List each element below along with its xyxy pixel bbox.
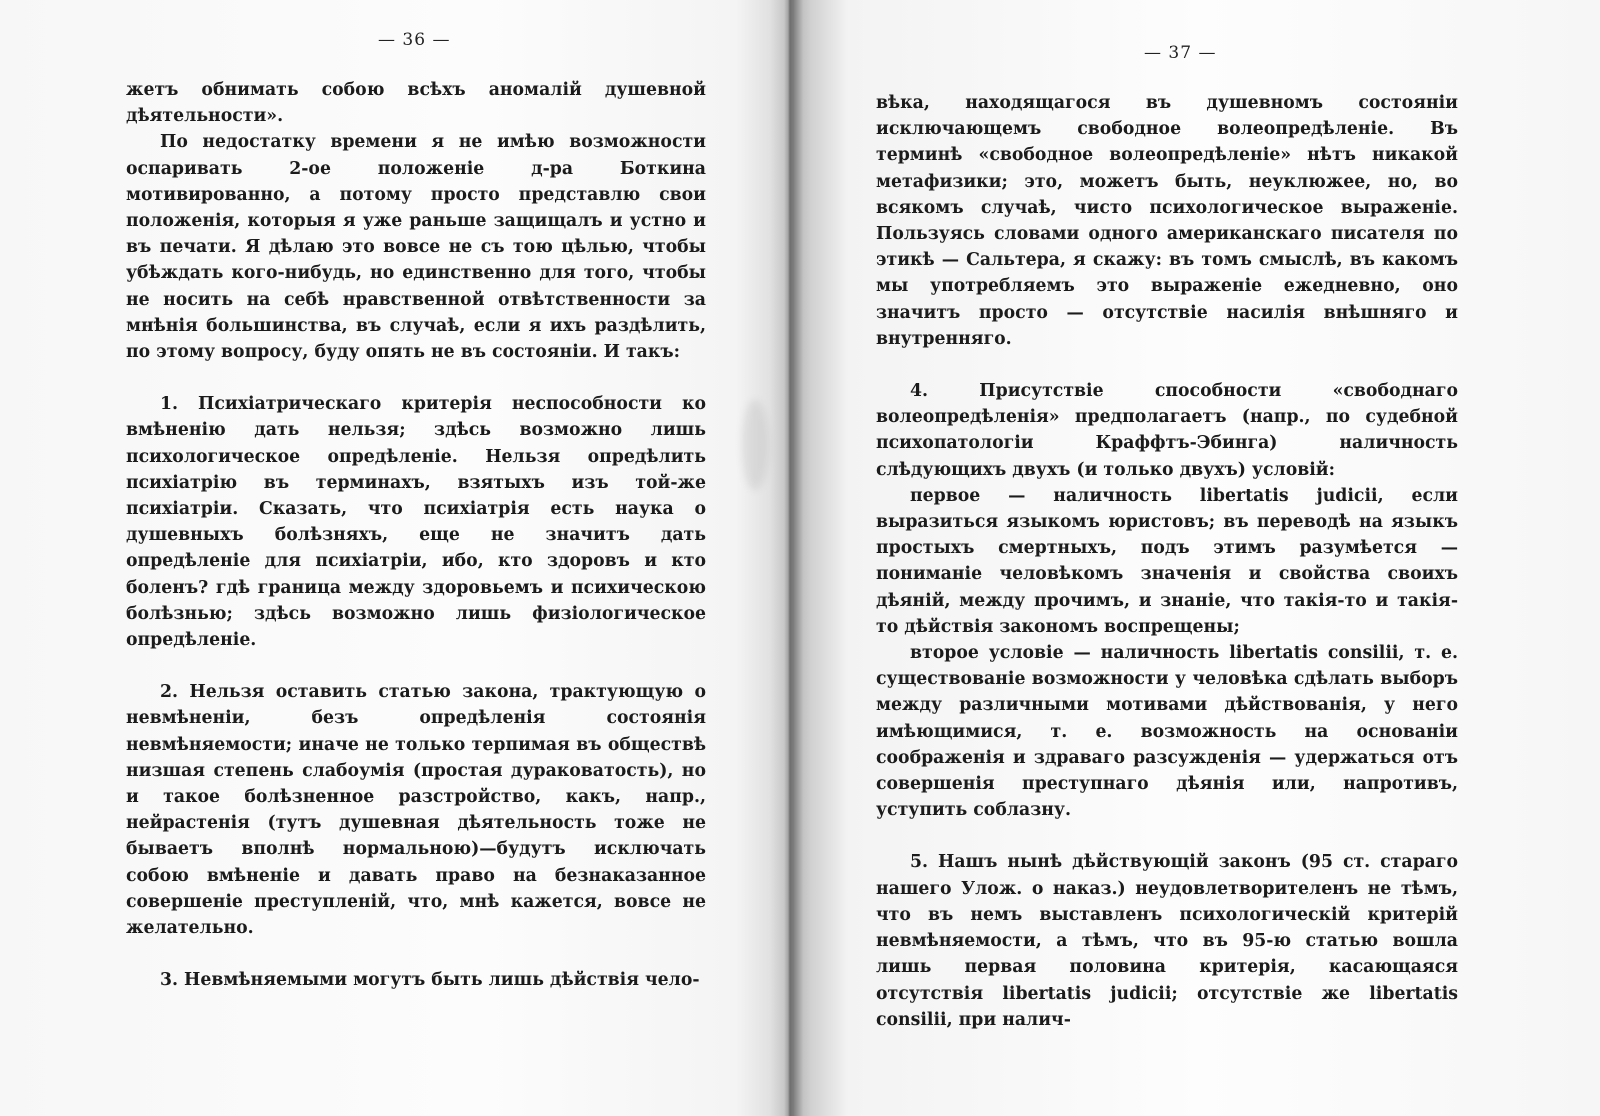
right-page (876, 0, 1458, 1116)
page-number: — 37 — (1144, 43, 1217, 63)
paragraph: первое — наличность libertatis judicii, если выразиться языкомъ юристовъ; въ переводѣ на языкъ простыхъ смертныхъ, подъ этимъ разумѣется — пониманіе человѣкомъ значенія и свойства своихъ дѣяній, между прочимъ, и знаніе, что такія-то и такія-то дѣйствія закономъ воспрещены; (876, 485, 1458, 637)
book-gutter-shadow (770, 0, 810, 1116)
page-smudge (742, 400, 768, 490)
paragraph: вѣка, находящагося въ душевномъ состояніи исключающемъ свободное волеопредѣленіе. Въ терминѣ «свободное волеопредѣленіе» нѣтъ никакой метафизики; это, можетъ быть, неуклюжее, но, во всякомъ случаѣ, чисто психологическое выраженіе. Пользуясь словами одного американскаго писателя по этикѣ — Сальтера, я скажу: въ томъ смыслѣ, въ какомъ мы употребляемъ это выраженіе ежедневно, оно значитъ просто — отсутствіе насилія внѣшняго и внутренняго. (876, 93, 1458, 349)
page-number: — 36 — (378, 30, 451, 50)
paragraph: второе условіе — наличность libertatis consilii, т. е. существованіе возможности у человѣка сдѣлать выборъ между различными мотивами дѣйствованія, у него имѣющимися, т. е. возможность на основаніи соображенія и здраваго разсужденія — удержаться отъ совершенія преступнаго дѣянія или, напротивъ, уступить соблазну. (876, 643, 1458, 821)
paragraph: 4. Присутствіе способности «свободнаго волеопредѣленія» предполагаетъ (напр., по судебной психопатологіи Краффтъ-Эбинга) наличность слѣдующихъ двухъ (и только двухъ) условій: (876, 381, 1458, 480)
paragraph: 1. Психіатрическаго критерія неспособности ко вмѣненію дать нельзя; здѣсь возможно лишь психологическое опредѣленіе. Нельзя опредѣлить психіатрію въ терминахъ, взятыхъ изъ той-же психіатріи. Сказать, что психіатрія есть наука о душевныхъ болѣзняхъ, еще не значитъ дать опредѣленіе для психіатріи, ибо, кто здоровъ и кто боленъ? гдѣ граница между здоровьемъ и психическою болѣзнью; здѣсь возможно лишь физіологическое опредѣленіе. (126, 394, 706, 651)
page-body (126, 77, 706, 994)
paragraph: 3. Невмѣняемыми могутъ быть лишь дѣйствія чело- (160, 970, 700, 991)
paragraph: 2. Нельзя оставить статью закона, трактующую о невмѣненіи, безъ опредѣленія состоянія невмѣняемости; иначе не только терпимая въ обществѣ низшая степень слабоумія (простая дураковатость), но и такое болѣзненное разстройство, какъ, напр., нейрастенія (тутъ душевная дѣятельность тоже не бываетъ вполнѣ нормальною)—будутъ исключать собою вмѣненіе и давать право на безнаказанное совершеніе преступленій, что, мнѣ кажется, вовсе не желательно. (126, 682, 706, 939)
paragraph: 5. Нашъ нынѣ дѣйствующій законъ (95 ст. стараго нашего Улож. о наказ.) неудовлетворителенъ не тѣмъ, что въ немъ выставленъ психологическій критерій невмѣняемости, а тѣмъ, что въ 95-ю статью вошла лишь первая половина критерія, касающаяся отсутствія libertatis judicii; отсутствіе же libertatis consilii, при налич- (876, 852, 1458, 1030)
paragraph: По недостатку времени я не имѣю возможности оспаривать 2-ое положеніе д-ра Боткина мотивированно, а потому просто представлю свои положенія, которыя я уже раньше защищалъ и устно и въ печати. Я дѣлаю это вовсе не съ тою цѣлью, чтобы убѣждать кого-нибудь, но единственно для того, чтобы не носить на себѣ нравственной отвѣтственности за мнѣнія большинства, въ случаѣ, если я ихъ раздѣлить, по этому вопросу, буду опять не въ состояніи. И такъ: (126, 132, 706, 363)
page-body (876, 90, 1458, 1033)
left-page (126, 0, 706, 1116)
paragraph: жетъ обнимать собою всѣхъ аномалій душевной дѣятельности». (126, 80, 706, 127)
